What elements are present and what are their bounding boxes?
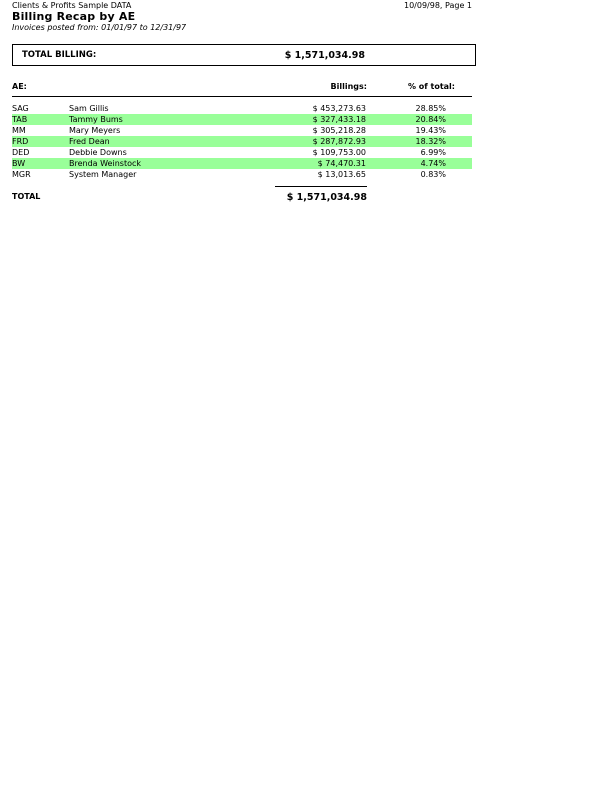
table-row xyxy=(12,114,472,125)
percent-value: 28.85% xyxy=(415,104,446,113)
ae-code: SAG xyxy=(12,104,29,113)
percent-value: 4.74% xyxy=(420,159,446,168)
billings-value: $ 327,433.18 xyxy=(312,115,366,124)
table-row xyxy=(12,169,472,180)
column-header-billings: Billings: xyxy=(330,82,367,91)
report-title: Billing Recap by AE xyxy=(12,10,136,23)
header-divider xyxy=(12,96,472,97)
column-header-ae: AE: xyxy=(12,82,27,91)
percent-value: 20.84% xyxy=(415,115,446,124)
billings-value: $ 74,470.31 xyxy=(317,159,366,168)
sum-divider xyxy=(275,186,367,187)
table-row xyxy=(12,158,472,169)
table-row xyxy=(12,136,472,147)
ae-code: DED xyxy=(12,148,30,157)
billings-value: $ 287,872.93 xyxy=(312,137,366,146)
ae-table xyxy=(12,103,472,180)
billings-value: $ 305,218.28 xyxy=(312,126,366,135)
grand-total-label: TOTAL xyxy=(12,192,41,201)
ae-name: Mary Meyers xyxy=(69,126,121,135)
percent-value: 0.83% xyxy=(420,170,446,179)
ae-name: Fred Dean xyxy=(69,137,110,146)
ae-name: Brenda Weinstock xyxy=(69,159,142,168)
ae-code: TAB xyxy=(12,115,28,124)
run-date-page: 10/09/98, Page 1 xyxy=(403,1,472,10)
ae-name: Tammy Bums xyxy=(69,115,123,124)
billings-value: $ 109,753.00 xyxy=(312,148,366,157)
percent-value: 6.99% xyxy=(420,148,446,157)
total-billing-label: TOTAL BILLING: xyxy=(22,50,97,60)
ae-name: System Manager xyxy=(69,170,137,179)
billings-value: $ 453,273.63 xyxy=(312,104,366,113)
percent-value: 19.43% xyxy=(415,126,446,135)
total-billing-box xyxy=(12,44,476,66)
ae-name: Sam Gillis xyxy=(69,104,109,113)
ae-code: BW xyxy=(12,159,26,168)
table-row xyxy=(12,103,472,114)
grand-total-value: $ 1,571,034.98 xyxy=(286,192,367,203)
ae-name: Debbie Downs xyxy=(69,148,127,157)
column-header-percent: % of total: xyxy=(407,82,455,91)
ae-code: MGR xyxy=(12,170,31,179)
percent-value: 18.32% xyxy=(415,137,446,146)
company-name: Clients & Profits Sample DATA xyxy=(12,1,132,10)
total-billing-value: $ 1,571,034.98 xyxy=(284,50,365,61)
table-row xyxy=(12,147,472,158)
billings-value: $ 13,013.65 xyxy=(317,170,366,179)
ae-code: FRD xyxy=(12,137,29,146)
table-row xyxy=(12,125,472,136)
date-range: Invoices posted from: 01/01/97 to 12/31/97 xyxy=(12,23,187,32)
ae-code: MM xyxy=(12,126,26,135)
